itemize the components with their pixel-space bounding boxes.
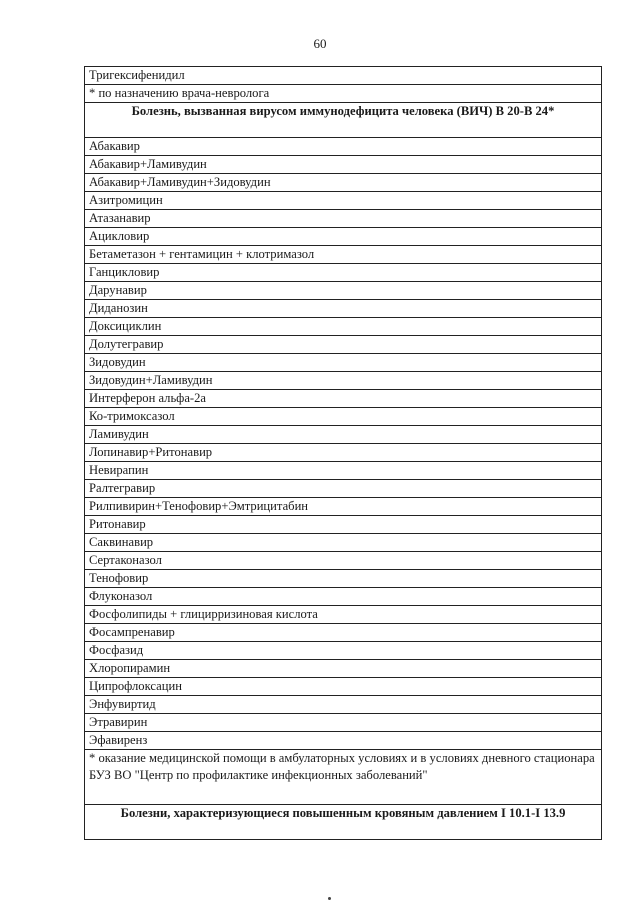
section-note: * оказание медицинской помощи в амбулаторных условиях и в условиях дневного стационара БУЗ ВО "Центр по профилактике инфекционных заболеваний": [85, 750, 602, 805]
drug-name: Доксициклин: [85, 318, 602, 336]
drug-name: Атазанавир: [85, 210, 602, 228]
table-row: [85, 67, 602, 85]
page-number: 60: [313, 36, 327, 51]
drug-name: Тенофовир: [85, 570, 602, 588]
table-row: [85, 534, 602, 552]
section-header-hiv: Болезнь, вызванная вирусом иммунодефицита человека (ВИЧ) В 20-В 24*: [85, 103, 602, 138]
table-row: [85, 516, 602, 534]
drug-list-table: [84, 66, 602, 840]
drug-name: Рилпивирин+Тенофовир+Эмтрицитабин: [85, 498, 602, 516]
drug-name: Зидовудин: [85, 354, 602, 372]
table-row: [85, 678, 602, 696]
drug-name: Интерферон альфа-2а: [85, 390, 602, 408]
table-row: [85, 498, 602, 516]
drug-name: Ритонавир: [85, 516, 602, 534]
table-row: [85, 462, 602, 480]
drug-name: Абакавир+Ламивудин: [85, 156, 602, 174]
table-row: [85, 246, 602, 264]
drug-name: Лопинавир+Ритонавир: [85, 444, 602, 462]
drug-name: Дарунавир: [85, 282, 602, 300]
table-row: [85, 372, 602, 390]
table-row: [85, 408, 602, 426]
table-row: [85, 390, 602, 408]
drug-name: Ганцикловир: [85, 264, 602, 282]
drug-name: Этравирин: [85, 714, 602, 732]
table-row: [85, 696, 602, 714]
drug-name: Фосампренавир: [85, 624, 602, 642]
table-row: [85, 354, 602, 372]
scan-dot-mark: [328, 897, 331, 900]
drug-name: Ацикловир: [85, 228, 602, 246]
section-header-row: [85, 103, 602, 138]
table-row: [85, 300, 602, 318]
table-row: [85, 750, 602, 805]
drug-name: Диданозин: [85, 300, 602, 318]
drug-name: Невирапин: [85, 462, 602, 480]
table-row: [85, 588, 602, 606]
table-row: [85, 660, 602, 678]
table-row: [85, 642, 602, 660]
section-header-row: [85, 805, 602, 840]
drug-name: Ципрофлоксацин: [85, 678, 602, 696]
table-row: [85, 228, 602, 246]
table-row: [85, 318, 602, 336]
table-row: [85, 606, 602, 624]
table-row: [85, 426, 602, 444]
table-row: [85, 444, 602, 462]
drug-list-body: [85, 67, 602, 840]
table-row: [85, 336, 602, 354]
drug-name: Абакавир: [85, 138, 602, 156]
table-row: [85, 570, 602, 588]
drug-name: Эфавиренз: [85, 732, 602, 750]
table-row: [85, 192, 602, 210]
table-row: [85, 210, 602, 228]
drug-name: Ко-тримоксазол: [85, 408, 602, 426]
table-row: [85, 714, 602, 732]
drug-name: Бетаметазон + гентамицин + клотримазол: [85, 246, 602, 264]
drug-name: Флуконазол: [85, 588, 602, 606]
drug-name: Ралтегравир: [85, 480, 602, 498]
section-header-hypertension: Болезни, характеризующиеся повышенным кровяным давлением I 10.1-I 13.9: [85, 805, 602, 840]
drug-name: Фосфолипиды + глицирризиновая кислота: [85, 606, 602, 624]
table-row: [85, 85, 602, 103]
drug-name: Зидовудин+Ламивудин: [85, 372, 602, 390]
drug-name: Саквинавир: [85, 534, 602, 552]
table-row: [85, 174, 602, 192]
table-row: [85, 156, 602, 174]
drug-name: Долутегравир: [85, 336, 602, 354]
table-row: [85, 732, 602, 750]
table-row: [85, 480, 602, 498]
table-row: [85, 138, 602, 156]
drug-name: Сертаконазол: [85, 552, 602, 570]
table-row: [85, 624, 602, 642]
table-row: [85, 552, 602, 570]
drug-name: Энфувиртид: [85, 696, 602, 714]
drug-name: Азитромицин: [85, 192, 602, 210]
drug-name: Абакавир+Ламивудин+Зидовудин: [85, 174, 602, 192]
drug-name: Ламивудин: [85, 426, 602, 444]
prescription-note: * по назначению врача-невролога: [85, 85, 602, 103]
table-row: [85, 282, 602, 300]
table-row: [85, 264, 602, 282]
drug-name: Тригексифенидил: [85, 67, 602, 85]
drug-name: Фосфазид: [85, 642, 602, 660]
drug-name: Хлоропирамин: [85, 660, 602, 678]
